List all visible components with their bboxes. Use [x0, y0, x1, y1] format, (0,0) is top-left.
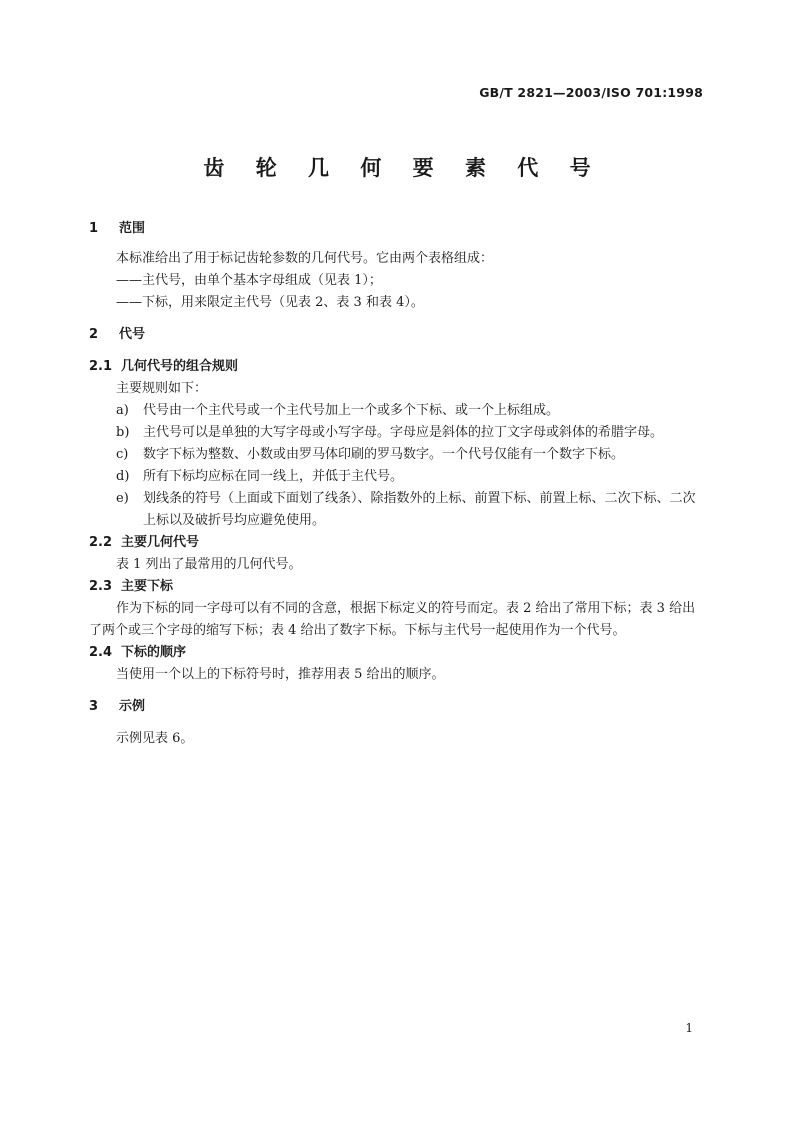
- list-item: [89, 488, 703, 532]
- subsection-number: 2.4: [89, 645, 113, 660]
- section-title: 示例: [119, 699, 146, 714]
- subsection-title: 下标的顺序: [121, 645, 187, 660]
- subsection-2-4-heading: [89, 642, 703, 664]
- list-marker: b): [116, 425, 130, 440]
- section-3-text: 示例见表 6。: [116, 731, 194, 746]
- subsection-title: 主要几何代号: [121, 535, 200, 550]
- standard-number: GB/T 2821—2003/ISO 701:1998: [479, 85, 703, 100]
- list-item: [89, 400, 703, 422]
- list-text: 数字下标为整数、小数或由罗马体印刷的罗马数字。一个代号仅能有一个数字下标。: [143, 447, 625, 462]
- subsection-2-2-heading: [89, 532, 703, 554]
- list-item: [89, 466, 703, 488]
- subsection-2-1-intro: 主要规则如下：: [116, 381, 208, 396]
- subsection-2-4-text: 当使用一个以上的下标符号时，推荐用表 5 给出的顺序。: [116, 667, 445, 682]
- list-marker: e): [116, 491, 129, 506]
- subsection-number: 2.2: [89, 535, 113, 550]
- section-1-intro: 本标准给出了用于标记齿轮参数的几何代号。它由两个表格组成：: [116, 251, 494, 266]
- subsection-2-3-heading: [89, 576, 703, 598]
- list-text: 划线条的符号（上面或下面划了线条）、除指数外的上标、前置下标、前置上标、二次下标、二次上标以及破折号均应避免使用。: [143, 491, 696, 528]
- section-number: 2: [89, 327, 99, 342]
- list-item: ——下标，用来限定主代号（见表 2、表 3 和表 4）。: [116, 295, 424, 310]
- list-text: 所有下标均应标在同一线上，并低于主代号。: [143, 469, 404, 484]
- section-1-heading: [89, 218, 703, 240]
- list-marker: a): [116, 403, 129, 418]
- subsection-title: 主要下标: [121, 579, 174, 594]
- list-marker: c): [116, 447, 129, 462]
- document-body: [89, 218, 703, 750]
- section-3-heading: [89, 696, 703, 718]
- list-text: 代号由一个主代号或一个主代号加上一个或多个下标、或一个上标组成。: [143, 403, 560, 418]
- page-number: 1: [685, 1021, 693, 1035]
- section-title: 范围: [119, 221, 146, 236]
- list-text: 主代号可以是单独的大写字母或小写字母。字母应是斜体的拉丁文字母或斜体的希腊字母。: [143, 425, 664, 440]
- subsection-title: 几何代号的组合规则: [121, 359, 239, 374]
- list-item: [89, 422, 703, 444]
- list-marker: d): [116, 469, 130, 484]
- subsection-number: 2.3: [89, 579, 113, 594]
- subsection-2-2-text: 表 1 列出了最常用的几何代号。: [116, 557, 302, 572]
- section-2-heading: [89, 324, 703, 346]
- subsection-number: 2.1: [89, 359, 113, 374]
- section-title: 代号: [119, 327, 146, 342]
- subsection-2-3-text: 作为下标的同一字母可以有不同的含意，根据下标定义的符号而定。表 2 给出了常用下标；表 3 给出了两个或三个字母的缩写下标；表 4 给出了数字下标。下标与主代号一起使用作为一个代号。: [89, 601, 696, 638]
- section-number: 3: [89, 699, 99, 714]
- document-title: 齿 轮 几 何 要 素 代 号: [203, 156, 603, 180]
- section-number: 1: [89, 221, 99, 236]
- list-item: ——主代号，由单个基本字母组成（见表 1）；: [116, 273, 382, 288]
- subsection-2-1-heading: [89, 356, 703, 378]
- list-item: [89, 444, 703, 466]
